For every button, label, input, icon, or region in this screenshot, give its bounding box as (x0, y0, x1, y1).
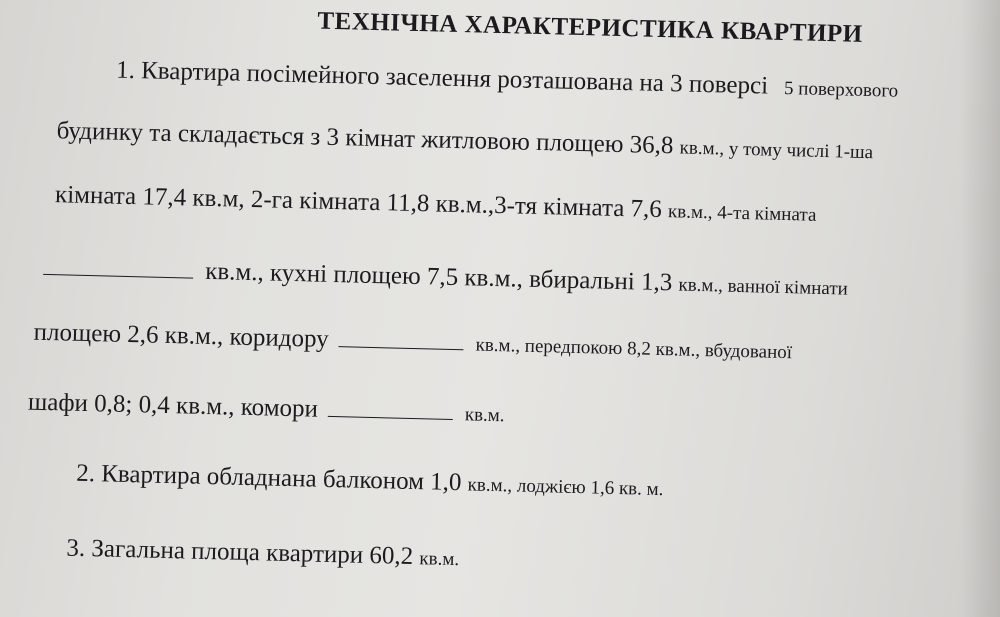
document-title: ТЕХНІЧНА ХАРАКТЕРИСТИКА КВАРТИРИ (317, 7, 864, 48)
blank-corridor-area (339, 345, 464, 350)
section1-line4-text: кв.м., кухні площею 7,5 кв.м., вбиральні 1,3 (204, 257, 673, 297)
section1-line4-tail: кв.м., ванної кімнати (678, 274, 849, 300)
section1-line5-tail: кв.м., передпокою 8,2 кв.м., вбудованої (475, 334, 793, 364)
section1-line6-tail: кв.м. (464, 404, 505, 427)
section2-tail: кв.м., лоджією 1,6 кв. м. (467, 474, 664, 501)
section3-tail: кв.м. (419, 548, 460, 571)
section2-line (76, 460, 664, 502)
section1-line3 (55, 181, 817, 228)
section3-line (66, 535, 459, 573)
section1-line3-text: кімната 17,4 кв.м, 2-га кімната 11,8 кв.м.,3-тя кімната 7,6 (54, 181, 663, 224)
blank-storage-area (328, 415, 453, 420)
section1-line2-tail: кв.м., у тому числі 1-ша (679, 137, 874, 164)
section1-line5-text: площею 2,6 кв.м., коридору (33, 318, 330, 353)
section1-line6-text: шафи 0,8; 0,4 кв.м., комори (27, 388, 319, 423)
section1-line2-text: будинку та складається з 3 кімнат житловою площею 36,8 (56, 117, 674, 160)
section1-line4 (43, 254, 848, 302)
blank-room4-area (43, 273, 193, 279)
section1-line6 (28, 389, 505, 429)
section2-text: 2. Квартира обладнана балконом 1,0 (75, 459, 462, 497)
section3-text: 3. Загальна площа квартири 60,2 (66, 534, 414, 571)
section1-line1 (116, 57, 899, 104)
section1-line2 (56, 117, 873, 165)
section1-line1-text: 1. Квартира посімейного заселення розташована на 3 поверсі (115, 56, 769, 100)
section1-line5 (33, 319, 792, 366)
section1-line3-tail: кв.м., 4-та кімната (667, 201, 817, 226)
paper-shadow (960, 0, 1000, 617)
section1-line1-tail: 5 поверхового (783, 77, 899, 102)
